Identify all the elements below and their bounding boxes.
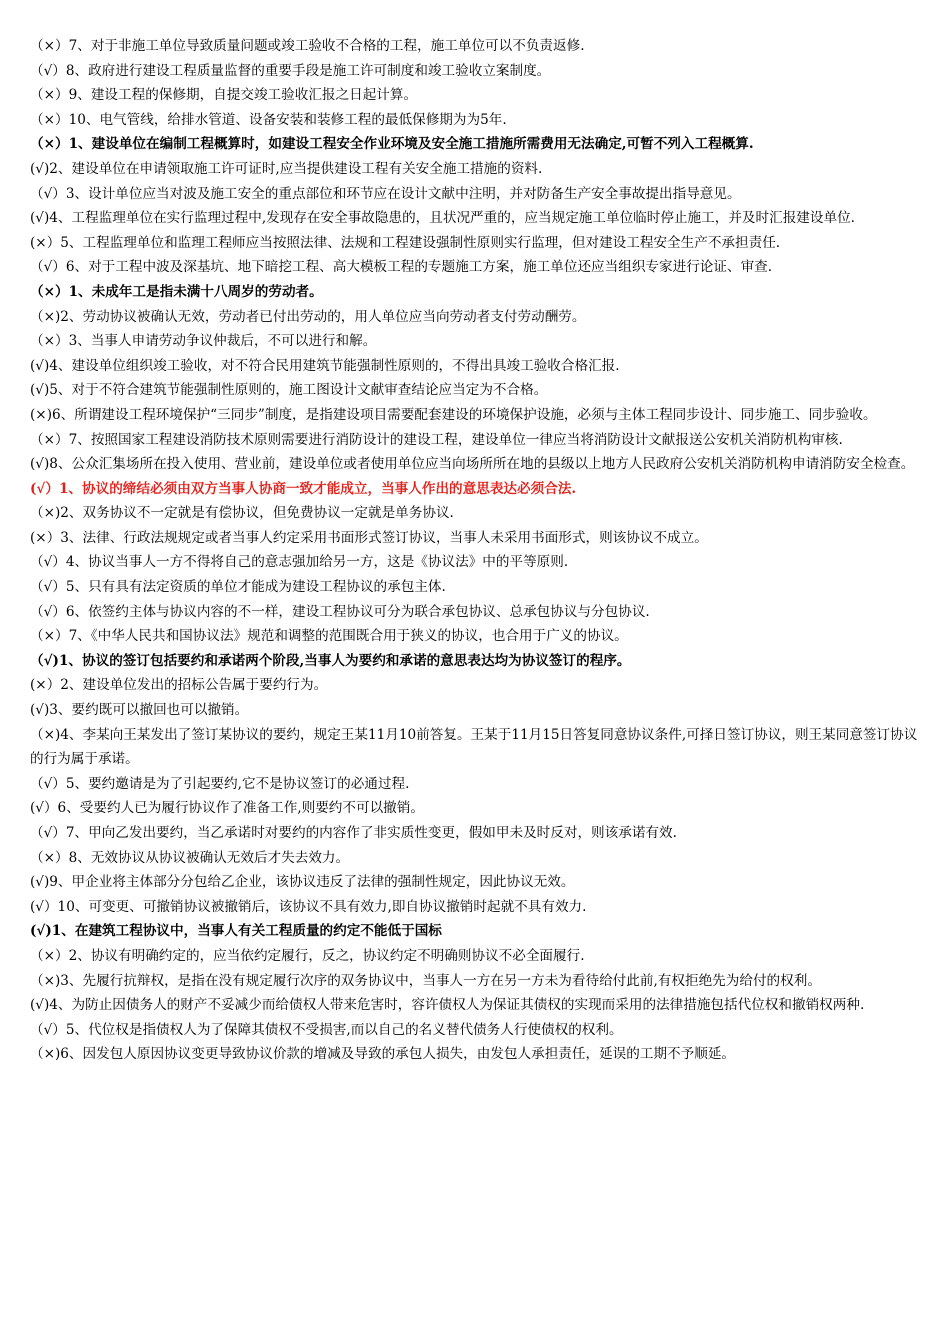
list-item: (×）2、建设单位发出的招标公告属于要约行为。 bbox=[30, 677, 328, 694]
section-heading-item: (√)1、在建筑工程协议中，当事人有关工程质量的约定不能低于国标 bbox=[30, 923, 442, 940]
list-item: （√）5、只有具有法定资质的单位才能成为建设工程协议的承包主体. bbox=[30, 579, 446, 596]
list-item: (×）5、工程监理单位和监理工程师应当按照法律、法规和工程建设强制性原则实行监理，但对建设工程安全生产不承担责任. bbox=[30, 234, 781, 251]
list-item: （×)2、劳动协议被确认无效，劳动者已付出劳动的，用人单位应当向劳动者支付劳动酬劳。 bbox=[30, 308, 586, 325]
list-item: （×）9、建设工程的保修期，自提交竣工验收汇报之日起计算。 bbox=[30, 87, 418, 104]
list-item: （×）7、对于非施工单位导致质量问题或竣工验收不合格的工程，施工单位可以不负责返修. bbox=[30, 38, 585, 54]
list-item: (√)4、建设单位组织竣工验收，对不符合民用建筑节能强制性原则的，不得出具竣工验收合格汇报. bbox=[30, 357, 620, 374]
list-item: （√）6、对于工程中波及深基坑、地下暗挖工程、高大模板工程的专题施工方案，施工单位还应当组织专家进行论证、审查. bbox=[30, 259, 773, 276]
list-item: (√）10、可变更、可撤销协议被撤销后，该协议不具有效力,即自协议撤销时起就不具有效力. bbox=[30, 898, 587, 915]
list-item: (√)4、工程监理单位在实行监理过程中,发现存在安全事故隐患的，且状况严重的，应当规定施工单位临时停止施工，并及时汇报建设单位. bbox=[30, 210, 855, 227]
list-item: （√）7、甲向乙发出要约，当乙承诺时对要约的内容作了非实质性变更，假如甲未及时反对，则该承诺有效. bbox=[30, 825, 677, 841]
list-item: (×）3、法律、行政法规规定或者当事人约定采用书面形式签订协议，当事人未采用书面形式，则该协议不成立。 bbox=[30, 529, 708, 546]
list-item: （×）7、《中华人民共和国协议法》规范和调整的范围既合用于狭义的协议，也合用于广义的协议。 bbox=[30, 628, 628, 645]
section-heading-item: （×）1、未成年工是指未满十八周岁的劳动者。 bbox=[30, 283, 323, 300]
list-item: （√）8、政府进行建设工程质量监督的重要手段是施工许可制度和竣工验收立案制度。 bbox=[30, 62, 551, 79]
list-item: （√）5、要约邀请是为了引起要约,它不是协议签订的必通过程. bbox=[30, 775, 410, 792]
section-heading-item: （√)1、协议的签订包括要约和承诺两个阶段,当事人为要约和承诺的意思表达均为协议签订的程序。 bbox=[30, 652, 631, 669]
list-item: (√)8、公众汇集场所在投入使用、营业前，建设单位或者使用单位应当向场所所在地的县级以上地方人民政府公安机关消防机构申请消防安全检查。 bbox=[30, 456, 915, 473]
list-item: (√）6、受要约人已为履行协议作了准备工作,则要约不可以撤销。 bbox=[30, 800, 424, 817]
list-item: （×)3、先履行抗辩权，是指在没有规定履行次序的双务协议中，当事人一方在另一方未为看待给付此前,有权拒绝先为给付的权利。 bbox=[30, 972, 821, 989]
list-item: (√)5、对于不符合建筑节能强制性原则的，施工图设计文献审查结论应当定为不合格。 bbox=[30, 382, 548, 399]
list-item: （×）8、无效协议从协议被确认无效后才失去效力。 bbox=[30, 849, 350, 866]
list-item: (√)9、甲企业将主体部分分包给乙企业，该协议违反了法律的强制性规定，因此协议无效。 bbox=[30, 874, 575, 891]
section-heading-item: （×）1、建设单位在编制工程概算时，如建设工程安全作业环境及安全施工措施所需费用无法确定,可暂不列入工程概算. bbox=[30, 136, 754, 153]
list-item: （√）3、设计单位应当对波及施工安全的重点部位和环节应在设计文献中注明，并对防备生产安全事故提出指导意见。 bbox=[30, 185, 741, 202]
section-heading-item: (√）1、协议的缔结必须由双方当事人协商一致才能成立，当事人作出的意思表达必须合法. bbox=[30, 480, 577, 497]
list-item: （×)4、李某向王某发出了签订某协议的要约，规定王某11月10前答复。王某于11月15日答复同意协议条件,可择日签订协议，则王某同意签订协议的行为属于承诺。 bbox=[30, 726, 918, 768]
list-item: （×)2、双务协议不一定就是有偿协议，但免费协议一定就是单务协议. bbox=[30, 505, 454, 522]
list-item: （√）5、代位权是指债权人为了保障其债权不受损害,而以自己的名义替代债务人行使债权的权利。 bbox=[30, 1021, 623, 1038]
list-item: （×）10、电气管线，给排水管道、设备安装和装修工程的最低保修期为为5年. bbox=[30, 111, 507, 128]
list-item: （×)6、因发包人原因协议变更导致协议价款的增减及导致的承包人损失，由发包人承担责任，延误的工期不予顺延。 bbox=[30, 1046, 736, 1063]
list-item: (√)2、建设单位在申请领取施工许可证时,应当提供建设工程有关安全施工措施的资料. bbox=[30, 160, 543, 177]
list-item: （×）2、协议有明确约定的，应当依约定履行，反之，协议约定不明确则协议不必全面履行. bbox=[30, 947, 585, 964]
list-item: （×）7、按照国家工程建设消防技术原则需要进行消防设计的建设工程，建设单位一律应当将消防设计文献报送公安机关消防机构审核. bbox=[30, 431, 843, 448]
list-item: (√)4、为防止因债务人的财产不妥减少而给债权人带来危害时，容许债权人为保证其债权的实现而采用的法律措施包括代位权和撤销权两种. bbox=[30, 997, 865, 1014]
list-item: （√）6、依签约主体与协议内容的不一样，建设工程协议可分为联合承包协议、总承包协议与分包协议. bbox=[30, 603, 650, 620]
list-item: (√)3、要约既可以撤回也可以撤销。 bbox=[30, 702, 249, 719]
list-item: （√）4、协议当事人一方不得将自己的意志强加给另一方，这是《协议法》中的平等原则. bbox=[30, 554, 569, 571]
list-item: (×)6、所谓建设工程环境保护“三同步”制度，是指建设项目需要配套建设的环境保护设施，必须与主体工程同步设计、同步施工、同步验收。 bbox=[30, 406, 877, 423]
list-item: （×）3、当事人申请劳动争议仲裁后，不可以进行和解。 bbox=[30, 333, 377, 350]
